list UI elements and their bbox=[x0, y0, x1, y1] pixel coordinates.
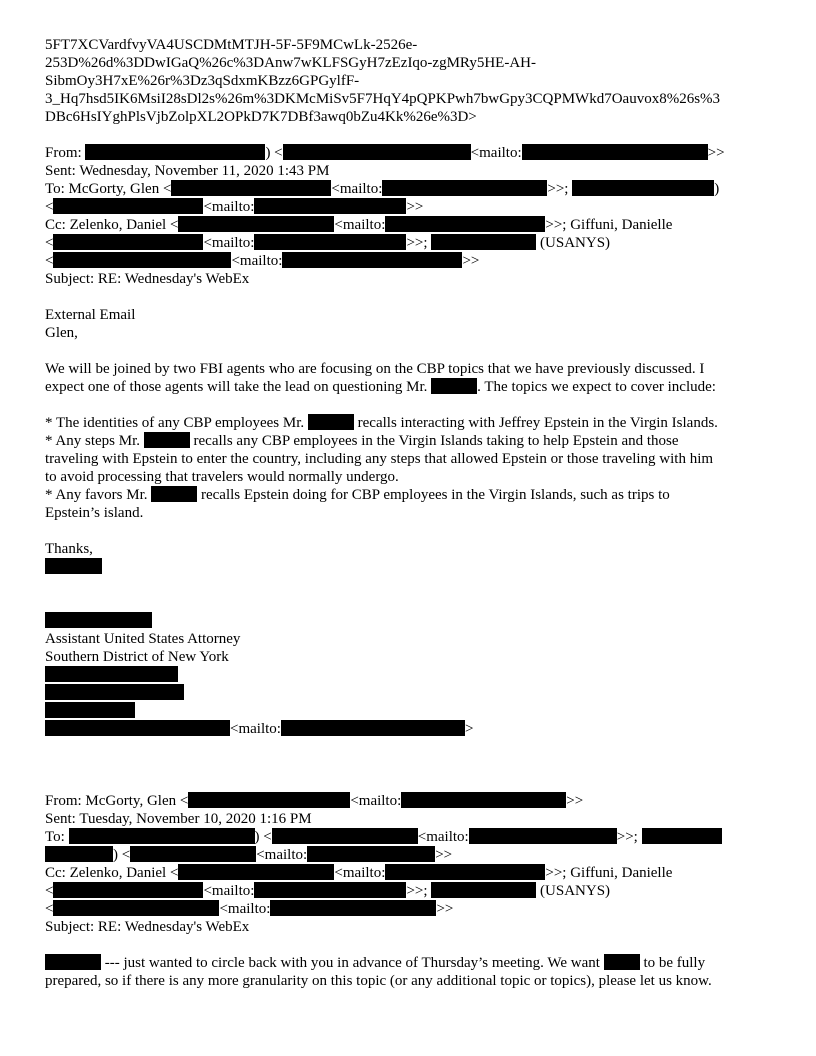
redaction bbox=[254, 234, 406, 250]
redaction bbox=[469, 828, 617, 844]
redaction bbox=[45, 558, 102, 574]
redaction bbox=[282, 252, 462, 268]
signature-office: Southern District of New York bbox=[45, 649, 229, 665]
to-line-cont: ) < <mailto: >> bbox=[45, 846, 775, 864]
signature-name-redacted bbox=[45, 612, 775, 630]
redaction bbox=[270, 900, 436, 916]
subject-line: Subject: RE: Wednesday's WebEx bbox=[45, 919, 250, 935]
redaction bbox=[45, 702, 135, 718]
redaction bbox=[53, 198, 203, 214]
cc-line-cont: < <mailto: >> bbox=[45, 253, 480, 269]
redaction bbox=[53, 882, 203, 898]
redaction bbox=[283, 144, 471, 160]
redaction bbox=[53, 900, 219, 916]
sent-line: Sent: Wednesday, November 11, 2020 1:43 PM bbox=[45, 163, 330, 179]
url-line: SibmOy3H7xE%26r%3Dz3qSdxmKBzz6GPGylfF- bbox=[45, 73, 360, 89]
redaction bbox=[382, 180, 547, 196]
redaction bbox=[522, 144, 708, 160]
redaction bbox=[307, 846, 435, 862]
email-document bbox=[45, 36, 775, 990]
redaction bbox=[45, 666, 178, 682]
redaction bbox=[178, 864, 334, 880]
redaction bbox=[308, 414, 354, 430]
body-line: We will be joined by two FBI agents who are focusing on the CBP topics that we have previously discussed. I bbox=[45, 361, 705, 377]
cc-line-cont: < <mailto: >>; (USANYS) bbox=[45, 235, 611, 251]
email-2-header bbox=[45, 792, 775, 936]
from-label: From: bbox=[45, 145, 82, 161]
redaction bbox=[144, 432, 190, 448]
bullet-item: * The identities of any CBP employees Mr. recalls interacting with Jeffrey Epstein in the Virgin Islands. bbox=[45, 415, 718, 431]
to-line-cont: < <mailto: >> bbox=[45, 199, 424, 215]
sign-off: Thanks, bbox=[45, 541, 93, 557]
body-line: expect one of those agents will take the lead on questioning Mr. . The topics we expect to cover include: bbox=[45, 379, 716, 395]
bullet-item-cont: Epstein’s island. bbox=[45, 505, 144, 521]
redaction bbox=[45, 684, 184, 700]
subject-line: Subject: RE: Wednesday's WebEx bbox=[45, 271, 250, 287]
redaction bbox=[431, 234, 536, 250]
url-line: 5FT7XCVardfvyVA4USCDMtMTJH-5F-5F9MCwLk-2526e- bbox=[45, 37, 418, 53]
signature-title: Assistant United States Attorney bbox=[45, 631, 241, 647]
email-1-header bbox=[45, 144, 775, 288]
redaction bbox=[254, 198, 406, 214]
external-email-tag: External Email bbox=[45, 307, 136, 323]
url-line: 3_Hq7hsd5IK6MsiI28sDl2s%26m%3DKMcMiSv5F7HqY4pQPKPwh7bwGpy3CQPMWkd7Oauvox8%26s%3 bbox=[45, 91, 721, 107]
url-fragment bbox=[45, 36, 775, 126]
cc-line-cont: < <mailto: >>; (USANYS) bbox=[45, 883, 611, 899]
cc-line: Cc: Zelenko, Daniel < <mailto: >>; Giffuni, Danielle bbox=[45, 217, 673, 233]
redaction bbox=[385, 864, 545, 880]
signer-name-redacted bbox=[45, 558, 775, 576]
bullet-item-cont: traveling with Epstein to enter the country, including any steps that allowed Epstein or those traveling with him bbox=[45, 451, 714, 467]
redaction bbox=[151, 486, 197, 502]
bullet-item-cont: to avoid processing that travelers would normally undergo. bbox=[45, 469, 399, 485]
redaction bbox=[53, 234, 203, 250]
redaction bbox=[401, 792, 566, 808]
email-1-body bbox=[45, 306, 775, 738]
redaction bbox=[45, 846, 113, 862]
redaction bbox=[431, 378, 477, 394]
redaction bbox=[45, 954, 101, 970]
to-line: To: McGorty, Glen < <mailto: >>; ) bbox=[45, 181, 720, 197]
redaction bbox=[604, 954, 640, 970]
body-line: --- just wanted to circle back with you in advance of Thursday’s meeting. We want to be fully bbox=[45, 954, 775, 972]
redaction bbox=[281, 720, 465, 736]
redaction bbox=[171, 180, 331, 196]
redaction bbox=[45, 720, 230, 736]
to-line: To: ) < <mailto: >>; bbox=[45, 828, 775, 846]
redaction bbox=[385, 216, 545, 232]
from-line: From: McGorty, Glen < <mailto: >> bbox=[45, 793, 584, 809]
cc-line-cont: < <mailto: >> bbox=[45, 901, 454, 917]
url-line: DBc6HsIYghPlsVjbZolpXL2OPkD7K7DBf3awq0bZu4Kk%26e%3D> bbox=[45, 109, 477, 125]
redaction bbox=[53, 252, 231, 268]
redaction bbox=[254, 882, 406, 898]
redaction bbox=[572, 180, 714, 196]
redaction bbox=[431, 882, 536, 898]
from-line: From: ) < <mailto: >> bbox=[45, 145, 725, 161]
bullet-item: * Any favors Mr. recalls Epstein doing for CBP employees in the Virgin Islands, such as trips to bbox=[45, 487, 670, 503]
signature-email: <mailto: > bbox=[45, 720, 775, 738]
url-line: 253D%26d%3DDwIGaQ%26c%3DAnw7wKLFSGyH7zEzIqo-zgMRy5HE-AH- bbox=[45, 55, 536, 71]
greeting: Glen, bbox=[45, 325, 78, 341]
redaction bbox=[178, 216, 334, 232]
redaction bbox=[188, 792, 350, 808]
sent-line: Sent: Tuesday, November 10, 2020 1:16 PM bbox=[45, 811, 312, 827]
redaction bbox=[45, 612, 152, 628]
redaction bbox=[85, 144, 265, 160]
redaction bbox=[272, 828, 418, 844]
bullet-item: * Any steps Mr. recalls any CBP employees in the Virgin Islands taking to help Epstein and those bbox=[45, 433, 679, 449]
email-2-body bbox=[45, 954, 775, 990]
redaction bbox=[69, 828, 255, 844]
redaction bbox=[130, 846, 256, 862]
cc-line: Cc: Zelenko, Daniel < <mailto: >>; Giffuni, Danielle bbox=[45, 865, 673, 881]
body-line: prepared, so if there is any more granularity on this topic (or any additional topic or topics), please let us know. bbox=[45, 973, 712, 989]
redaction bbox=[642, 828, 722, 844]
